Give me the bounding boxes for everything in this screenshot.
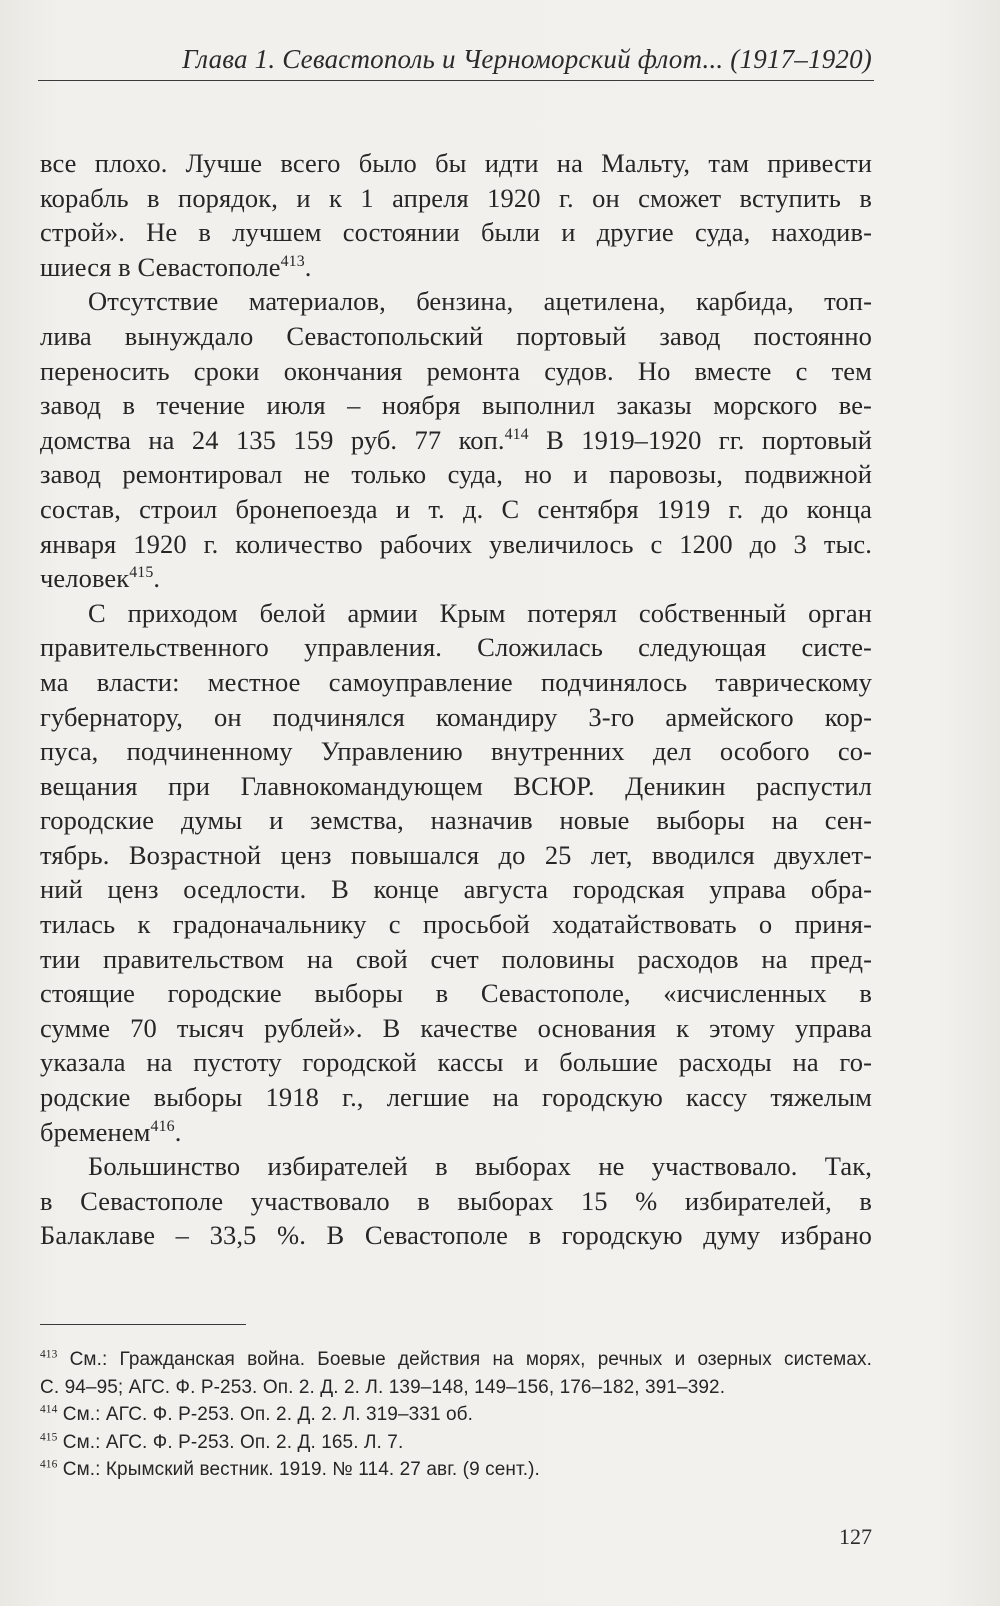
- footnote-text: См.: Гражданская война. Боевые действия на морях, речных и озерных системах.: [57, 1349, 872, 1370]
- text-line: корабль в порядок, и к 1 апреля 1920 г. он сможет вступить в: [40, 182, 872, 213]
- footnote-number: 413: [40, 1348, 58, 1361]
- text-line: [40, 1115, 872, 1150]
- text-line: все плохо. Лучше всего было бы идти на Мальту, там привести: [40, 148, 872, 178]
- text-line: тии правительством на свой счет половины расходов на пред-: [40, 943, 872, 974]
- footnote-number: 415: [40, 1431, 58, 1444]
- text-line: сумме 70 тысяч рублей». В качестве основания к этому управа: [40, 1012, 872, 1043]
- footnote-413-continued: С. 94–95; АГС. Ф. Р-253. Оп. 2. Д. 2. Л. 139–148, 149–156, 176–182, 391–392.: [40, 1376, 726, 1398]
- text-line: состав, строил бронепоезда и т. д. С сентября 1919 г. до конца: [40, 493, 872, 524]
- text-fragment: человек: [40, 563, 130, 594]
- text-line: тябрь. Возрастной ценз повышался до 25 лет, вводился двухлет-: [40, 839, 872, 870]
- page-number: 127: [839, 1524, 872, 1549]
- text-line: Отсутствие материалов, бензина, ацетилена, карбида, топ-: [88, 286, 872, 317]
- text-line: С приходом белой армии Крым потерял собственный орган: [88, 597, 872, 628]
- footnote-rule: [40, 1324, 246, 1325]
- text-line: городские думы и земства, назначив новые выборы на сен-: [40, 805, 872, 836]
- text-line: лива вынуждало Севастопольский портовый завод постоянно: [40, 320, 872, 351]
- text-line: переносить сроки окончания ремонта судов. Но вместе с тем: [40, 355, 872, 386]
- text-line: правительственного управления. Сложилась следующая систе-: [40, 632, 872, 663]
- header-rule: [38, 80, 874, 81]
- text-line: тилась к градоначальнику с просьбой ходатайствовать о приня-: [40, 909, 872, 940]
- text-fragment: бременем: [40, 1116, 151, 1147]
- footnote-text: См.: АГС. Ф. Р-253. Оп. 2. Д. 2. Л. 319–331 об.: [57, 1404, 474, 1425]
- text-line: ний ценз оседлости. В конце августа городская управа обра-: [40, 874, 872, 905]
- footnote-number: 416: [40, 1458, 58, 1471]
- body-text: [40, 146, 872, 1253]
- text-fragment: .: [304, 251, 312, 282]
- text-line: вещания при Главнокомандующем ВСЮР. Деникин распустил: [40, 770, 872, 801]
- footnote-number: 414: [40, 1403, 58, 1416]
- footnote-ref[interactable]: 416: [150, 1117, 175, 1135]
- text-line: пуса, подчиненному Управлению внутренних дел особого со-: [40, 736, 872, 767]
- text-line: в Севастополе участвовало в выборах 15 % избирателей, в: [40, 1185, 872, 1216]
- text-fragment: .: [153, 563, 161, 594]
- text-line: завод в течение июля – ноября выполнил заказы морского ве-: [40, 390, 872, 421]
- text-fragment: шиеся в Севастополе: [40, 251, 281, 282]
- text-fragment: .: [174, 1116, 182, 1147]
- footnotes: [40, 1346, 872, 1484]
- text-line: января 1920 г. количество рабочих увеличилось с 1200 до 3 тыс.: [40, 528, 872, 559]
- text-line: родские выборы 1918 г., легшие на городскую кассу тяжелым: [40, 1082, 872, 1113]
- footnote-text: См.: Крымский вестник. 1919. № 114. 27 авг. (9 сент.).: [57, 1459, 540, 1480]
- text-fragment: В 1919–1920 гг. портовый: [528, 424, 872, 455]
- footnote-413: [40, 1346, 872, 1374]
- footnote-414: [40, 1401, 872, 1429]
- text-line: [40, 250, 872, 285]
- footnote-text: См.: АГС. Ф. Р-253. Оп. 2. Д. 165. Л. 7.: [57, 1431, 404, 1453]
- text-line: губернатору, он подчинялся командиру 3-го армейского кор-: [40, 701, 872, 732]
- text-line: [40, 561, 872, 596]
- text-line: указала на пустоту городской кассы и большие расходы на го-: [40, 1047, 872, 1078]
- text-line: строй». Не в лучшем состоянии были и другие суда, находив-: [40, 217, 872, 248]
- text-line: ма власти: местное самоуправление подчинялось таврическому: [40, 666, 872, 697]
- text-fragment: домства на 24 135 159 руб. 77 коп.: [40, 424, 505, 455]
- footnote-ref[interactable]: 414: [504, 425, 529, 443]
- text-line: завод ремонтировал не только суда, но и паровозы, подвижной: [40, 459, 872, 490]
- running-head: Глава 1. Севастополь и Черноморский флот... (1917–1920): [182, 44, 872, 74]
- footnote-ref[interactable]: 415: [129, 564, 154, 582]
- footnote-ref[interactable]: 413: [280, 252, 305, 270]
- footnote-415: [40, 1429, 872, 1457]
- text-line: Большинство избирателей в выборах не участвовало. Так,: [88, 1151, 872, 1182]
- text-line: [40, 423, 872, 458]
- text-line: стоящие городские выборы в Севастополе, «исчисленных в: [40, 978, 872, 1009]
- text-line: Балаклаве – 33,5 %. В Севастополе в городскую думу избрано: [40, 1220, 872, 1251]
- footnote-416: [40, 1456, 872, 1484]
